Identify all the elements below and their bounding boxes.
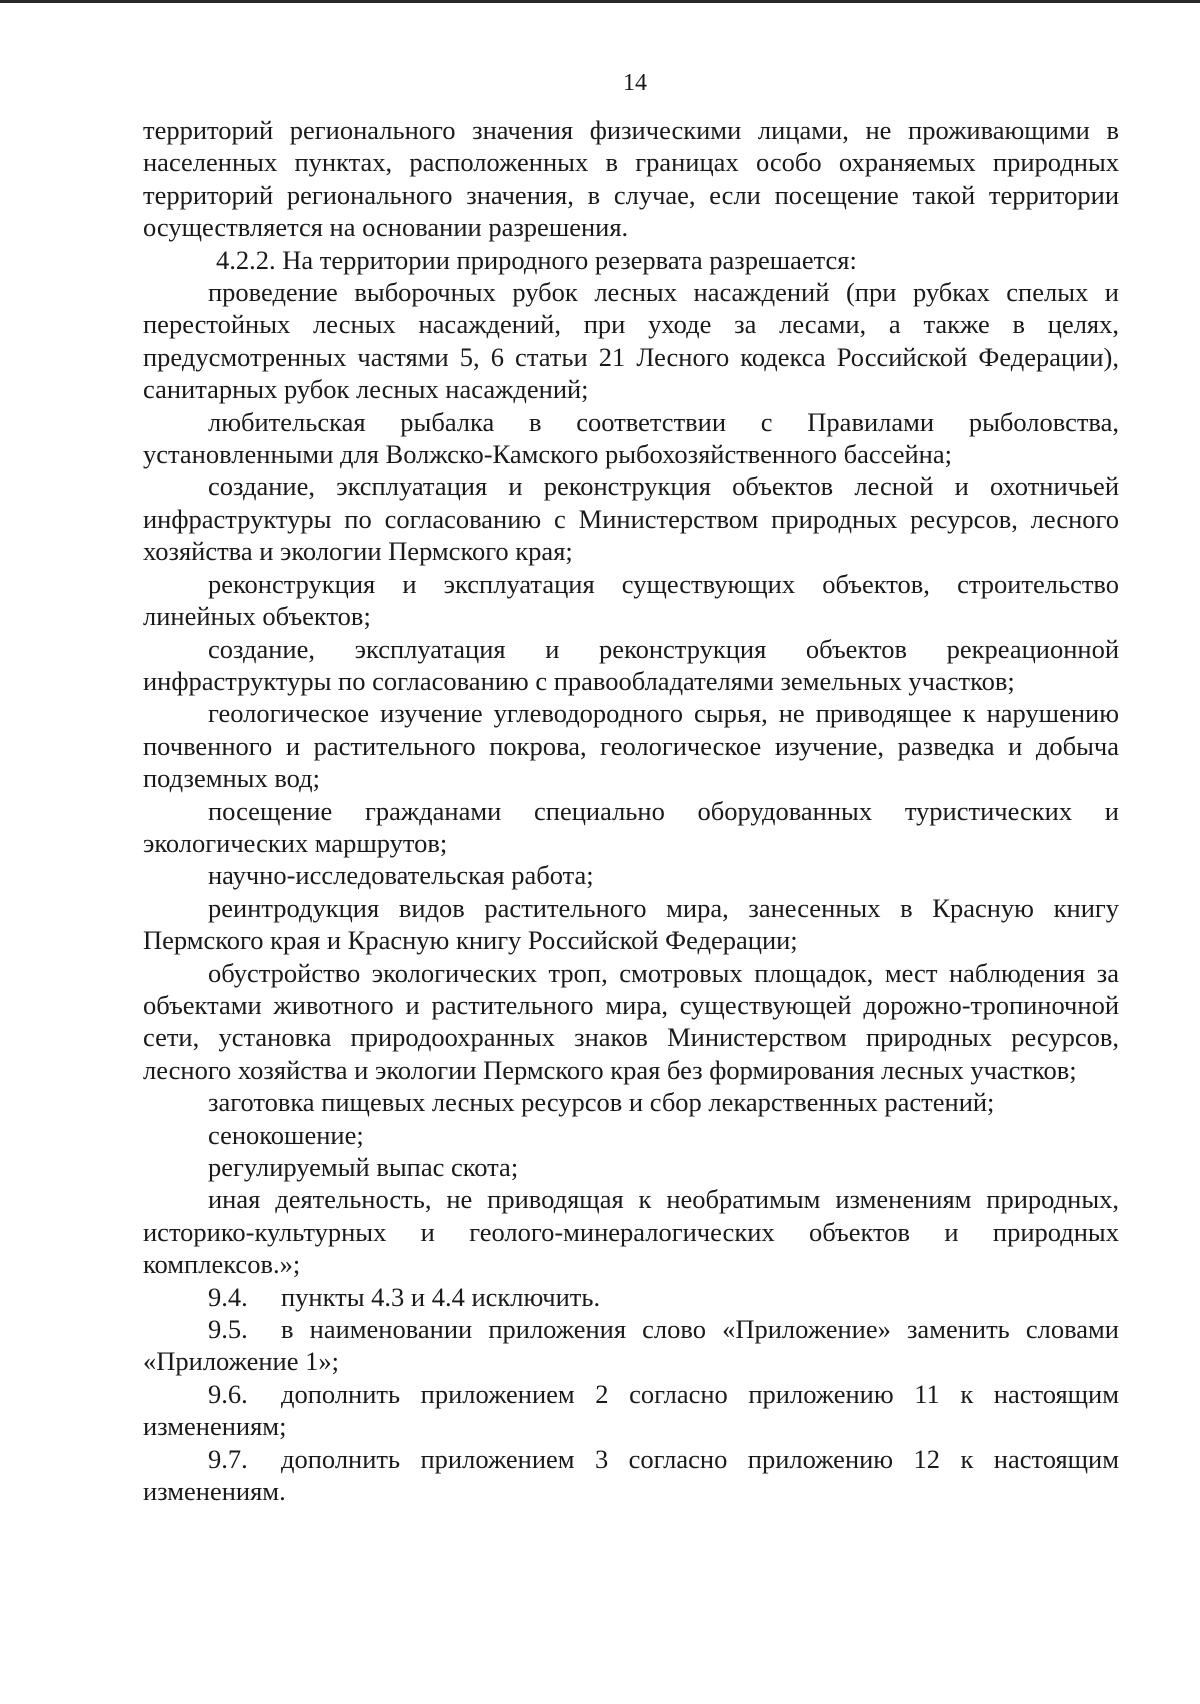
paragraph-research: научно-исследовательская работа; — [208, 860, 594, 891]
paragraph-haymaking: сенокошение; — [208, 1119, 364, 1150]
paragraph-linear-objects: реконструкция и эксплуатация существующих объектов, строительство линейных объектов; — [143, 568, 1119, 632]
item-number: 9.5. — [208, 1314, 248, 1345]
page-number: 14 — [623, 70, 647, 96]
paragraph-continuation: территорий регионального значения физическими лицами, не проживающими в населенных пунктах, расположенных в границах особо охраняемых природных территорий регионального значения, в случае, если посещение такой территории осуществляется на основании разрешения. — [143, 115, 1119, 243]
scan-edge-line — [0, 0, 1200, 3]
paragraph-selective-logging: проведение выборочных рубок лесных насаждений (при рубках спелых и перестойных лесных насаждений, при уходе за лесами, а также в целях, предусмотренных частями 5, 6 статьи 21 Лесного кодекса Российской Федерации), санитарных рубок лесных насаждений; — [143, 277, 1119, 405]
item-number: 9.6. — [208, 1378, 248, 1409]
paragraph-clause-4-2-2: 4.2.2. На территории природного резервата разрешается: — [216, 244, 857, 275]
paragraph-forest-infrastructure: создание, эксплуатация и реконструкция объектов лесной и охотничьей инфраструктуры по согласованию с Министерством природных ресурсов, лесного хозяйства и экологии Пермского края; — [143, 471, 1119, 567]
document-page — [143, 68, 1119, 1507]
item-number: 9.7. — [208, 1443, 248, 1474]
list-item — [143, 1378, 1119, 1443]
item-number: 9.4. — [208, 1281, 248, 1312]
paragraph-recreational-infrastructure: создание, эксплуатация и реконструкция объектов рекреационной инфраструктуры по согласованию с правообладателями земельных участков; — [143, 633, 1119, 696]
item-text: дополнить приложением 2 согласно приложению 11 к настоящим изменениям; — [143, 1378, 1119, 1442]
paragraph-food-resources: заготовка пищевых лесных ресурсов и сбор лекарственных растений; — [208, 1087, 995, 1118]
list-item — [143, 1443, 1119, 1508]
paragraph-reintroduction: реинтродукция видов растительного мира, занесенных в Красную книгу Пермского края и Красную книгу Российской Федерации; — [143, 892, 1119, 956]
item-text: дополнить приложением 3 согласно приложению 12 к настоящим изменениям. — [143, 1443, 1119, 1507]
paragraph-grazing: регулируемый выпас скота; — [208, 1152, 519, 1182]
item-text: пункты 4.3 и 4.4 исключить. — [281, 1281, 601, 1312]
paragraph-tourist-routes: посещение гражданами специально оборудованных туристических и экологических маршрутов; — [143, 795, 1119, 858]
item-text: в наименовании приложения слово «Приложение» заменить словами «Приложение 1»; — [143, 1314, 1119, 1377]
paragraph-geological-study: геологическое изучение углеводородного сырья, не приводящее к нарушению почвенного и растительного покрова, геологическое изучение, разведка и добыча подземных вод; — [143, 698, 1119, 794]
list-item — [143, 1281, 1119, 1313]
paragraph-other-activity: иная деятельность, не приводящая к необратимым изменениям природных, историко-культурных и геолого-минералогических объектов и природных комплексов.»; — [143, 1184, 1119, 1280]
paragraph-amateur-fishing: любительская рыбалка в соответствии с Правилами рыболовства, установленными для Волжско-Камского рыбохозяйственного бассейна; — [143, 406, 1119, 470]
paragraph-eco-trails: обустройство экологических троп, смотровых площадок, мест наблюдения за объектами животного и растительного мира, существующей дорожно-тропиночной сети, установка природоохранных знаков Министерством природных ресурсов, лесного хозяйства и экологии Пермского края без формирования лесных участков; — [143, 957, 1119, 1085]
list-item — [143, 1313, 1119, 1378]
